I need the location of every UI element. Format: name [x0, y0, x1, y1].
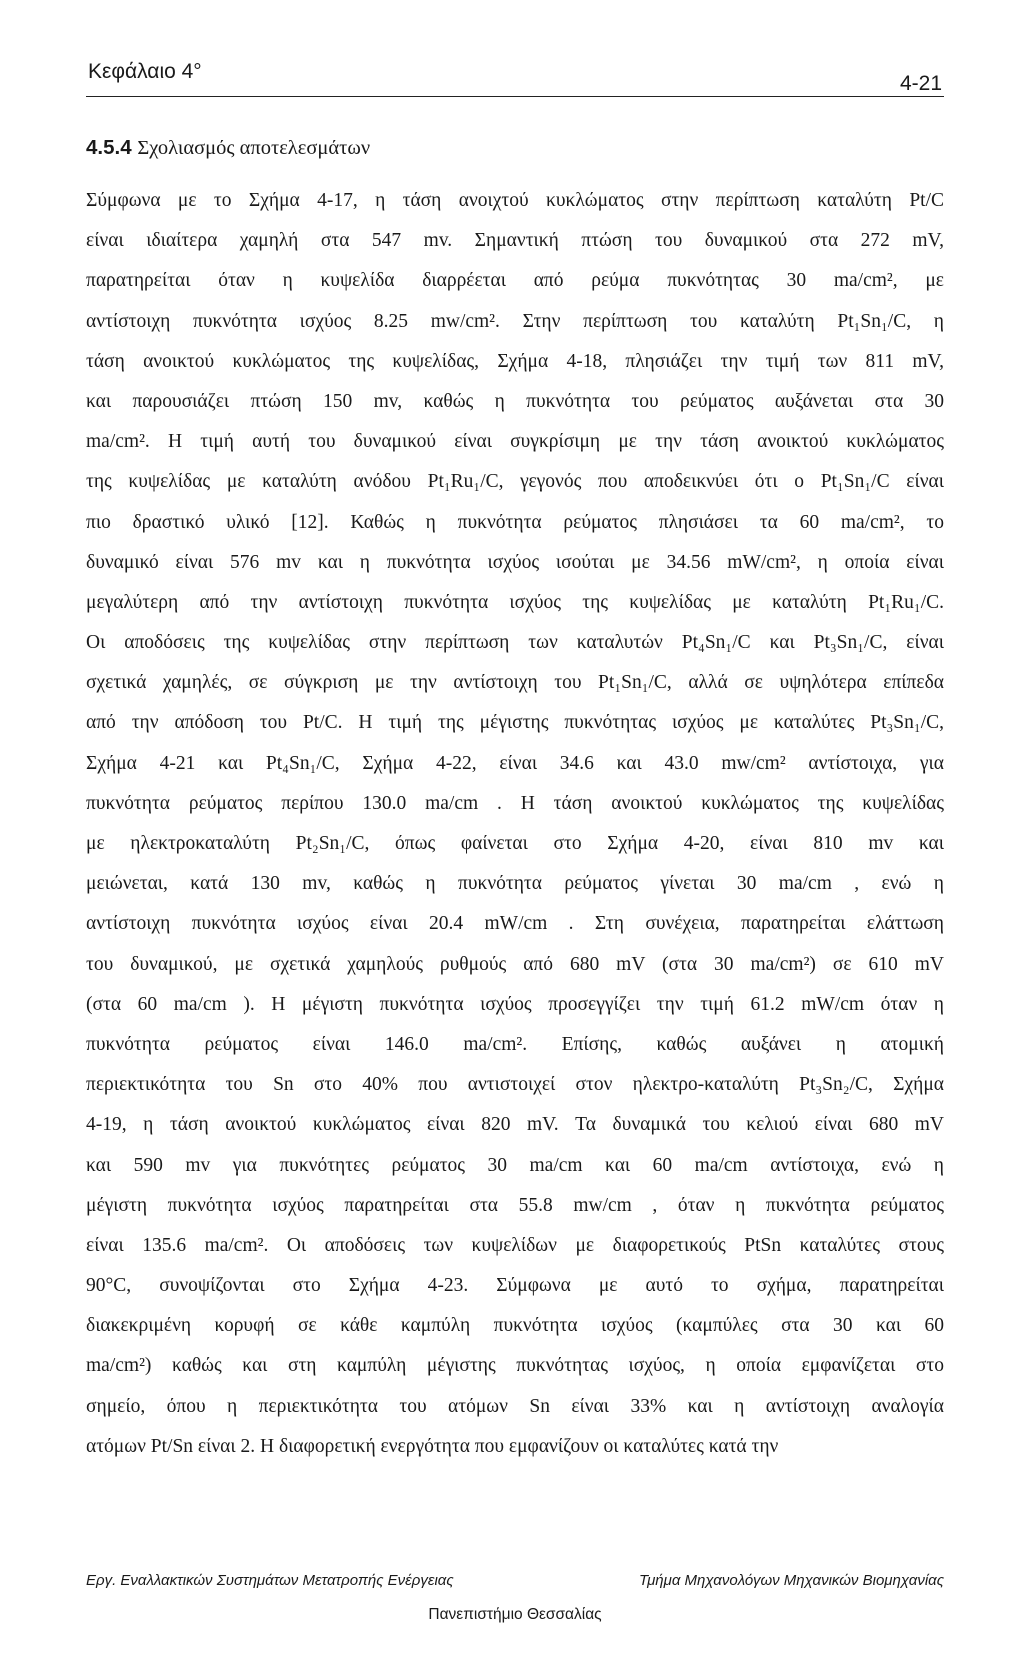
text-line: διακεκριμένη κορυφή σε κάθε καμπύλη πυκνότητα ισχύος (καμπύλες στα 30 και 60: [86, 1315, 944, 1337]
chapter-label: Κεφάλαιο 4°: [88, 60, 202, 83]
text-line: της κυψελίδας με καταλύτη ανόδου Pt₁Ru₁/C, γεγονός που αποδεικνύει ότι ο Pt₁Sn₁/C είναι: [86, 471, 944, 493]
text-line: Σύμφωνα με το Σχήμα 4-17, η τάση ανοιχτού κυκλώματος στην περίπτωση καταλύτη Pt/C: [86, 190, 944, 211]
text-line: του δυναμικού, με σχετικά χαμηλούς ρυθμούς από 680 mV (στα 30 ma/cm²) σε 610 mV: [86, 953, 944, 975]
text-line: περιεκτικότητα του Sn στο 40% που αντιστοιχεί στον ηλεκτρο-καταλύτη Pt₃Sn₂/C, Σχήμα: [86, 1074, 944, 1096]
header-rule: [86, 96, 944, 97]
text-line: 4-19, η τάση ανοικτού κυκλώματος είναι 820 mV. Τα δυναμικά του κελιού είναι 680 mV: [86, 1114, 944, 1136]
section-title: Σχολιασμός αποτελεσμάτων: [137, 137, 371, 159]
footer-university: Πανεπιστήμιο Θεσσαλίας: [428, 1606, 602, 1623]
text-line: μειώνεται, κατά 130 mv, καθώς η πυκνότητα ρεύματος γίνεται 30 ma/cm , ενώ η: [86, 873, 944, 895]
text-line: τάση ανοικτού κυκλώματος της κυψελίδας, Σχήμα 4-18, πλησιάζει την τιμή των 811 mV,: [86, 350, 944, 372]
footer-department: Τμήμα Μηχανολόγων Μηχανικών Βιομηχανίας: [639, 1572, 944, 1589]
text-line: παρατηρείται όταν η κυψελίδα διαρρέεται από ρεύμα πυκνότητας 30 ma/cm², με: [86, 270, 944, 292]
text-line: αντίστοιχη πυκνότητα ισχύος είναι 20.4 mW/cm . Στη συνέχεια, παρατηρείται ελάττωση: [86, 913, 944, 935]
text-line: μεγαλύτερη από την αντίστοιχη πυκνότητα ισχύος της κυψελίδας με καταλύτη Pt₁Ru₁/C.: [86, 591, 944, 613]
text-line: μέγιστη πυκνότητα ισχύος παρατηρείται στα 55.8 mw/cm , όταν η πυκνότητα ρεύματος: [86, 1194, 944, 1216]
text-line: από την απόδοση του Pt/C. Η τιμή της μέγιστης πυκνότητας ισχύος με καταλύτες Pt₃Sn₁/C,: [86, 712, 944, 734]
text-line: είναι 135.6 ma/cm². Οι αποδόσεις των κυψελίδων με διαφορετικούς PtSn καταλύτες στους: [86, 1234, 944, 1256]
section-number: 4.5.4: [86, 136, 132, 159]
text-line: Σχήμα 4-21 και Pt₄Sn₁/C, Σχήμα 4-22, είναι 34.6 και 43.0 mw/cm² αντίστοιχα, για: [86, 752, 944, 774]
text-line: 90°C, συνοψίζονται στο Σχήμα 4-23. Σύμφωνα με αυτό το σχήμα, παρατηρείται: [86, 1275, 944, 1297]
section-heading: [86, 136, 370, 160]
body-paragraph: [86, 181, 944, 1467]
text-line: και 590 mv για πυκνότητες ρεύματος 30 ma/cm και 60 ma/cm αντίστοιχα, ενώ η: [86, 1154, 944, 1176]
text-line: και παρουσιάζει πτώση 150 mv, καθώς η πυκνότητα του ρεύματος αυξάνεται στα 30: [86, 390, 944, 412]
text-line: ma/cm². Η τιμή αυτή του δυναμικού είναι συγκρίσιμη με την τάση ανοικτού κυκλώματος: [86, 431, 944, 453]
page-header: [86, 58, 944, 98]
text-line: Οι αποδόσεις της κυψελίδας στην περίπτωση των καταλυτών Pt₄Sn₁/C και Pt₃Sn₁/C, είναι: [86, 632, 944, 654]
page-footer: [86, 1572, 944, 1632]
text-line: πιο δραστικό υλικό [12]. Καθώς η πυκνότητα ρεύματος πλησιάσει τα 60 ma/cm², το: [86, 511, 944, 533]
text-line: ατόμων Pt/Sn είναι 2. Η διαφορετική ενεργότητα που εμφανίζουν οι καταλύτες κατά την: [86, 1435, 779, 1457]
text-line: δυναμικό είναι 576 mv και η πυκνότητα ισχύος ισούται με 34.56 mW/cm², η οποία είναι: [86, 551, 944, 573]
text-line: σχετικά χαμηλές, σε σύγκριση με την αντίστοιχη του Pt₁Sn₁/C, αλλά σε υψηλότερα επίπεδα: [86, 672, 944, 694]
page-number: 4-21: [899, 72, 942, 95]
text-line: σημείο, όπου η περιεκτικότητα του ατόμων Sn είναι 33% και η αντίστοιχη αναλογία: [86, 1395, 944, 1417]
text-line: αντίστοιχη πυκνότητα ισχύος 8.25 mw/cm². Στην περίπτωση του καταλύτη Pt₁Sn₁/C, η: [86, 310, 944, 332]
footer-lab: Εργ. Εναλλακτικών Συστημάτων Μετατροπής Ενέργειας: [86, 1572, 454, 1589]
text-line: (στα 60 ma/cm ). Η μέγιστη πυκνότητα ισχύος προσεγγίζει την τιμή 61.2 mW/cm όταν η: [86, 993, 944, 1015]
text-line: με ηλεκτροκαταλύτη Pt₂Sn₁/C, όπως φαίνεται στο Σχήμα 4-20, είναι 810 mv και: [86, 833, 944, 854]
text-line: πυκνότητα ρεύματος είναι 146.0 ma/cm². Επίσης, καθώς αυξάνει η ατομική: [86, 1033, 944, 1055]
text-line: ma/cm²) καθώς και στη καμπύλη μέγιστης πυκνότητας ισχύος, η οποία εμφανίζεται στο: [86, 1355, 944, 1377]
text-line: πυκνότητα ρεύματος περίπου 130.0 ma/cm . Η τάση ανοικτού κυκλώματος της κυψελίδας: [86, 792, 944, 814]
text-line: είναι ιδιαίτερα χαμηλή στα 547 mv. Σημαντική πτώση του δυναμικού στα 272 mV,: [86, 230, 944, 252]
